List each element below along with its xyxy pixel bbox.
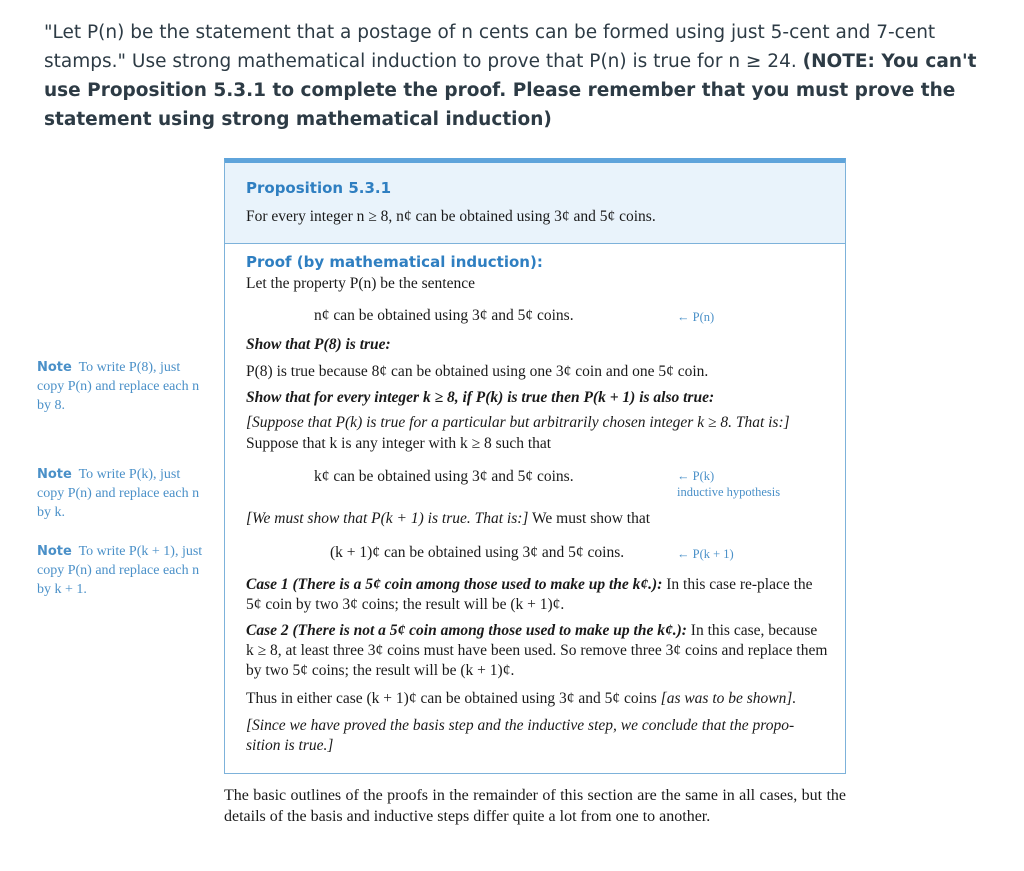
suppose-italic: [Suppose that P(k) is true for a particular but arbitrarily chosen integer k ≥ 8. That is:] [246, 414, 790, 431]
pn-sentence: n¢ can be obtained using 3¢ and 5¢ coins. [314, 307, 574, 324]
note-text: To write P(k + 1), just copy P(n) and replace each n by k + 1. [37, 544, 203, 597]
note-label: Note [37, 467, 72, 482]
margin-note-pk [37, 465, 209, 522]
inductive-heading: Show that for every integer k ≥ 8, if P(k) is true then P(k + 1) is also true: [246, 389, 715, 406]
note-label: Note [37, 544, 72, 559]
proposition-statement: For every integer n ≥ 8, n¢ can be obtained using 3¢ and 5¢ coins. [246, 208, 656, 225]
proof-intro: Let the property P(n) be the sentence [246, 275, 475, 292]
case-1 [246, 575, 828, 615]
pk-tag-hypothesis: inductive hypothesis [677, 485, 781, 499]
proposition-title: Proposition 5.3.1 [246, 179, 392, 197]
case1-text: In this case re-place the 5¢ coin by two 3¢ coins; the result will be (k + 1)¢. [246, 576, 813, 613]
note-text: To write P(8), just copy P(n) and replace each n by 8. [37, 360, 200, 413]
margin-note-p8 [37, 358, 209, 415]
pk-sentence: k¢ can be obtained using 3¢ and 5¢ coins. [314, 468, 574, 485]
textbook-excerpt [224, 158, 846, 774]
pk-tag: ← P(k) [677, 469, 715, 483]
case2-heading: Case 2 (There is not a 5¢ coin among those used to make up the k¢.): [246, 622, 687, 639]
question-normal: "Let P(n) be the statement that a postage of n cents can be formed using just 5-cent and 7-cent stamps." Use strong mathematical induction to prove that P(n) is true for n ≥ 24. [44, 22, 936, 72]
conclusion: [Since we have proved the basis step and the inductive step, we conclude that the propo-sition is true.] [246, 717, 795, 754]
thus-italic: [as was to be shown]. [660, 690, 797, 707]
proof-heading: Proof (by mathematical induction): [246, 253, 543, 271]
pn-tag: ← P(n) [677, 310, 715, 324]
thus-line [246, 689, 828, 709]
question-note: (NOTE: You can't use Proposition 5.3.1 to complete the proof. Please remember that you must prove the statement using strong mathematical induction) [44, 51, 977, 130]
must-show-italic: [We must show that P(k + 1) is true. That is:] [246, 510, 529, 527]
case1-heading: Case 1 (There is a 5¢ coin among those used to make up the k¢.): [246, 576, 663, 593]
case-2 [246, 621, 828, 681]
case2-text: In this case, because k ≥ 8, at least three 3¢ coins must have been used. So remove three 3¢ coins and replace them by two 5¢ coins; the result will be (k + 1)¢. [246, 622, 828, 679]
suppose-text: Suppose that k is any integer with k ≥ 8 such that [246, 435, 552, 452]
pk1-tag: ← P(k + 1) [677, 547, 734, 561]
note-text: To write P(k), just copy P(n) and replace each n by k. [37, 467, 200, 520]
proposition-panel [225, 163, 845, 244]
must-show [246, 509, 828, 529]
question-text [44, 18, 1014, 134]
margin-note-pk1 [37, 542, 209, 599]
pk1-sentence: (k + 1)¢ can be obtained using 3¢ and 5¢ coins. [330, 544, 625, 561]
note-label: Note [37, 360, 72, 375]
basis-text: P(8) is true because 8¢ can be obtained using one 3¢ coin and one 5¢ coin. [246, 363, 709, 380]
summary-paragraph: The basic outlines of the proofs in the remainder of this section are the same in all cases, but the details of the basis and inductive steps differ quite a lot from one to another. [224, 787, 846, 825]
thus-text: Thus in either case (k + 1)¢ can be obtained using 3¢ and 5¢ coins [246, 690, 661, 707]
basis-heading: Show that P(8) is true: [246, 336, 391, 353]
must-show-text: We must show that [528, 510, 651, 527]
